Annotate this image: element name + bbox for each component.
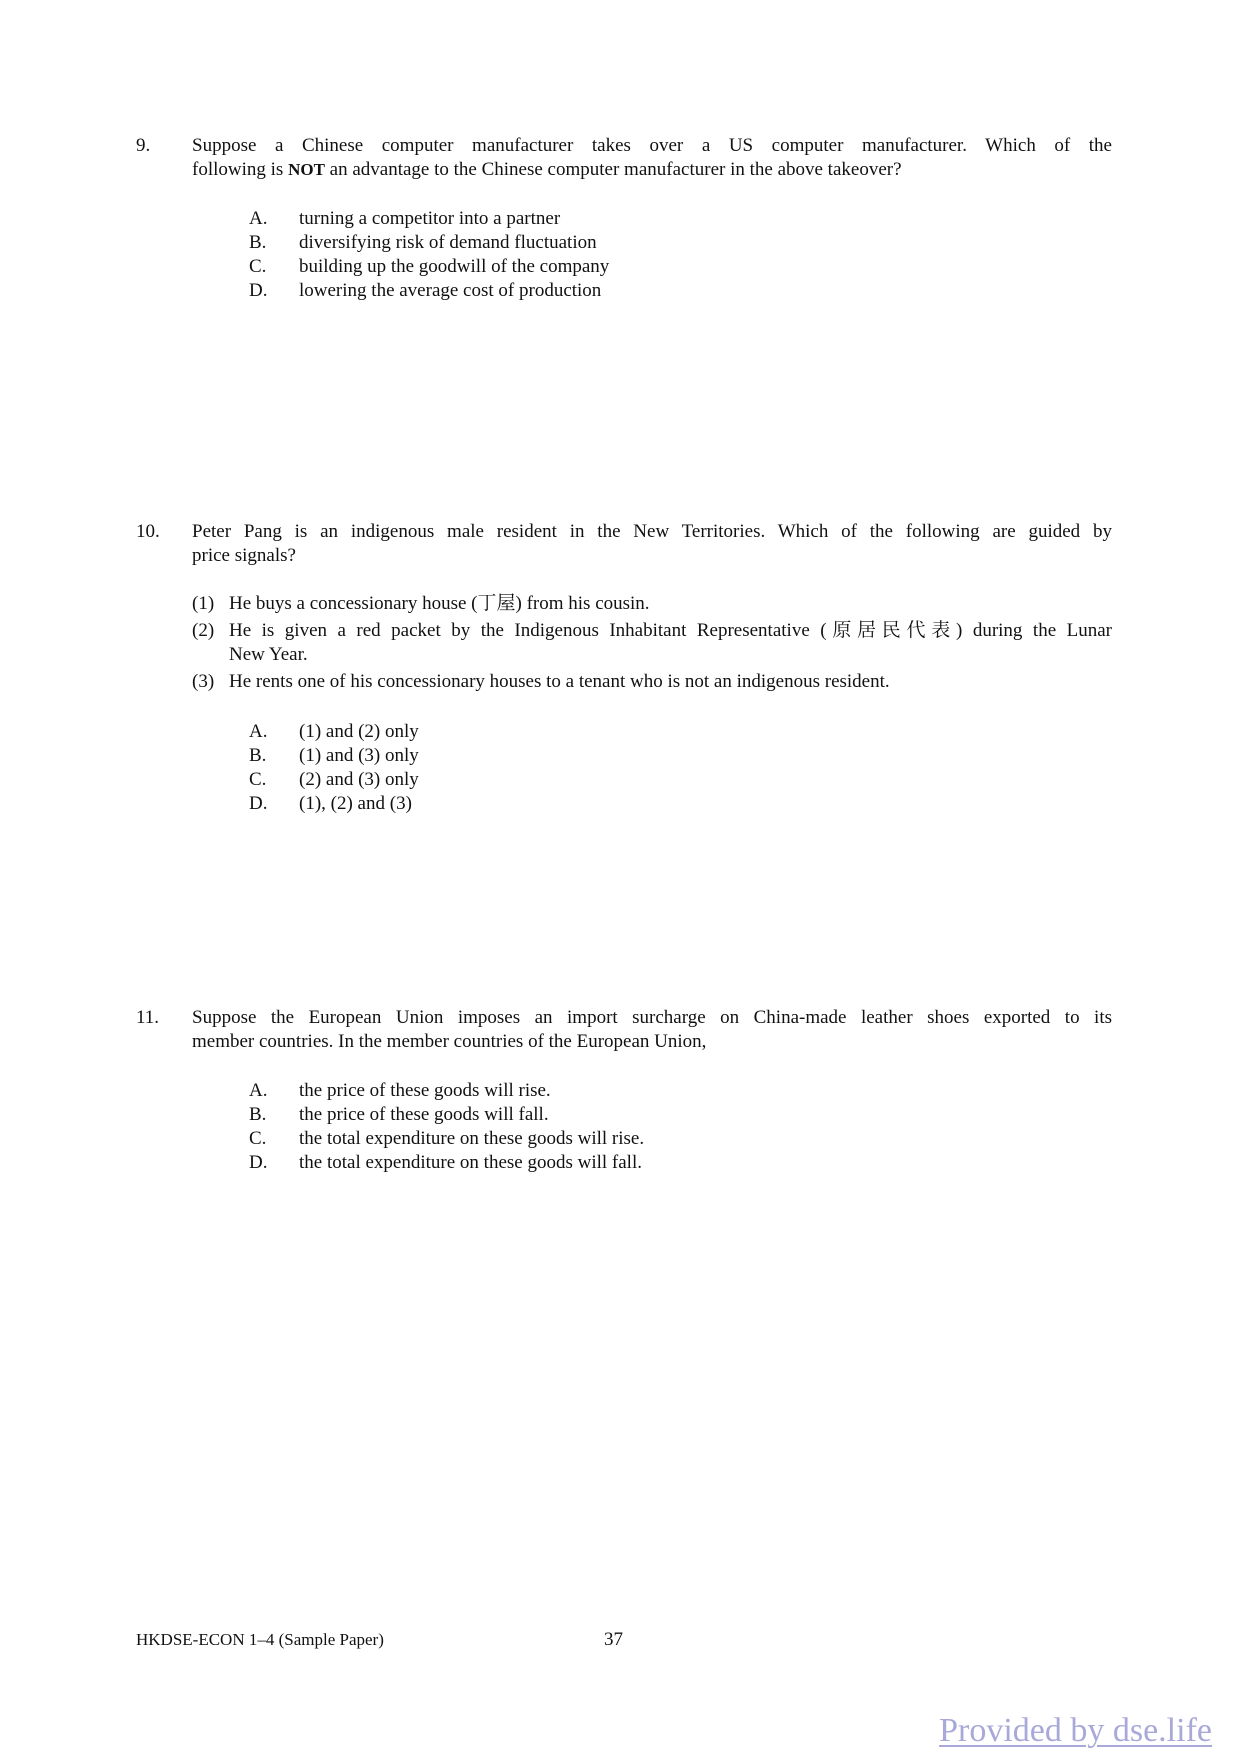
option-letter: D. bbox=[249, 1152, 268, 1173]
question-stem bbox=[192, 1006, 1112, 1054]
statements-list bbox=[192, 592, 1112, 694]
option-text: the total expenditure on these goods will rise. bbox=[299, 1128, 645, 1149]
stem-text: an advantage to the Chinese computer manufacturer in the above takeover? bbox=[324, 159, 902, 180]
statement-1 bbox=[192, 592, 1112, 616]
statement-2 bbox=[192, 619, 1112, 667]
watermark-link[interactable]: Provided by dse.life bbox=[939, 1712, 1212, 1749]
statement-3 bbox=[192, 670, 1112, 694]
option-text: turning a competitor into a partner bbox=[299, 208, 561, 229]
question-number: 10. bbox=[136, 521, 160, 542]
option-text: the price of these goods will fall. bbox=[299, 1104, 549, 1125]
question-number: 9. bbox=[136, 135, 151, 156]
stem-line bbox=[192, 158, 1112, 182]
option-letter: A. bbox=[249, 721, 268, 742]
option-letter: C. bbox=[249, 256, 267, 277]
emphasis-not: NOT bbox=[288, 160, 325, 179]
option-text: diversifying risk of demand fluctuation bbox=[299, 232, 597, 253]
option-letter: C. bbox=[249, 769, 267, 790]
option-letter: A. bbox=[249, 1080, 268, 1101]
option-text: building up the goodwill of the company bbox=[299, 256, 610, 277]
option-text: (2) and (3) only bbox=[299, 769, 419, 790]
question-stem bbox=[192, 520, 1112, 568]
stem-line: Peter Pang is an indigenous male resident in the New Territories. Which of the following are guided by bbox=[192, 521, 1112, 542]
stem-line: Suppose a Chinese computer manufacturer takes over a US computer manufacturer. Which of the bbox=[192, 135, 1112, 156]
paper-code: HKDSE-ECON 1–4 (Sample Paper) bbox=[136, 1630, 384, 1649]
statement-text: He rents one of his concessionary houses to a tenant who is not an indigenous resident. bbox=[229, 671, 890, 692]
statement-text: He buys a concessionary house (丁屋) from his cousin. bbox=[229, 593, 650, 614]
stem-line: price signals? bbox=[192, 545, 296, 566]
statement-number: (2) bbox=[192, 620, 215, 641]
stem-line: Suppose the European Union imposes an import surcharge on China-made leather shoes exported to its bbox=[192, 1007, 1112, 1028]
option-letter: D. bbox=[249, 280, 268, 301]
option-letter: B. bbox=[249, 1104, 267, 1125]
option-text: (1), (2) and (3) bbox=[299, 793, 412, 814]
stem-line: member countries. In the member countries of the European Union, bbox=[192, 1031, 707, 1052]
question-stem bbox=[192, 134, 1112, 182]
statement-number: (3) bbox=[192, 671, 215, 692]
question-number: 11. bbox=[136, 1007, 160, 1028]
option-text: (1) and (2) only bbox=[299, 721, 419, 742]
option-text: the price of these goods will rise. bbox=[299, 1080, 551, 1101]
option-letter: A. bbox=[249, 208, 268, 229]
option-letter: B. bbox=[249, 232, 267, 253]
option-letter: C. bbox=[249, 1128, 267, 1149]
option-text: lowering the average cost of production bbox=[299, 280, 602, 301]
stem-text: following is bbox=[192, 159, 289, 180]
option-letter: B. bbox=[249, 745, 267, 766]
statement-text: New Year. bbox=[229, 644, 308, 665]
statement-text: He is given a red packet by the Indigenous Inhabitant Representative (原居民代表) during the Lunar bbox=[229, 620, 1112, 641]
statement-number: (1) bbox=[192, 593, 215, 614]
page-number: 37 bbox=[604, 1629, 623, 1650]
option-text: (1) and (3) only bbox=[299, 745, 419, 766]
option-letter: D. bbox=[249, 793, 268, 814]
option-text: the total expenditure on these goods will fall. bbox=[299, 1152, 642, 1173]
